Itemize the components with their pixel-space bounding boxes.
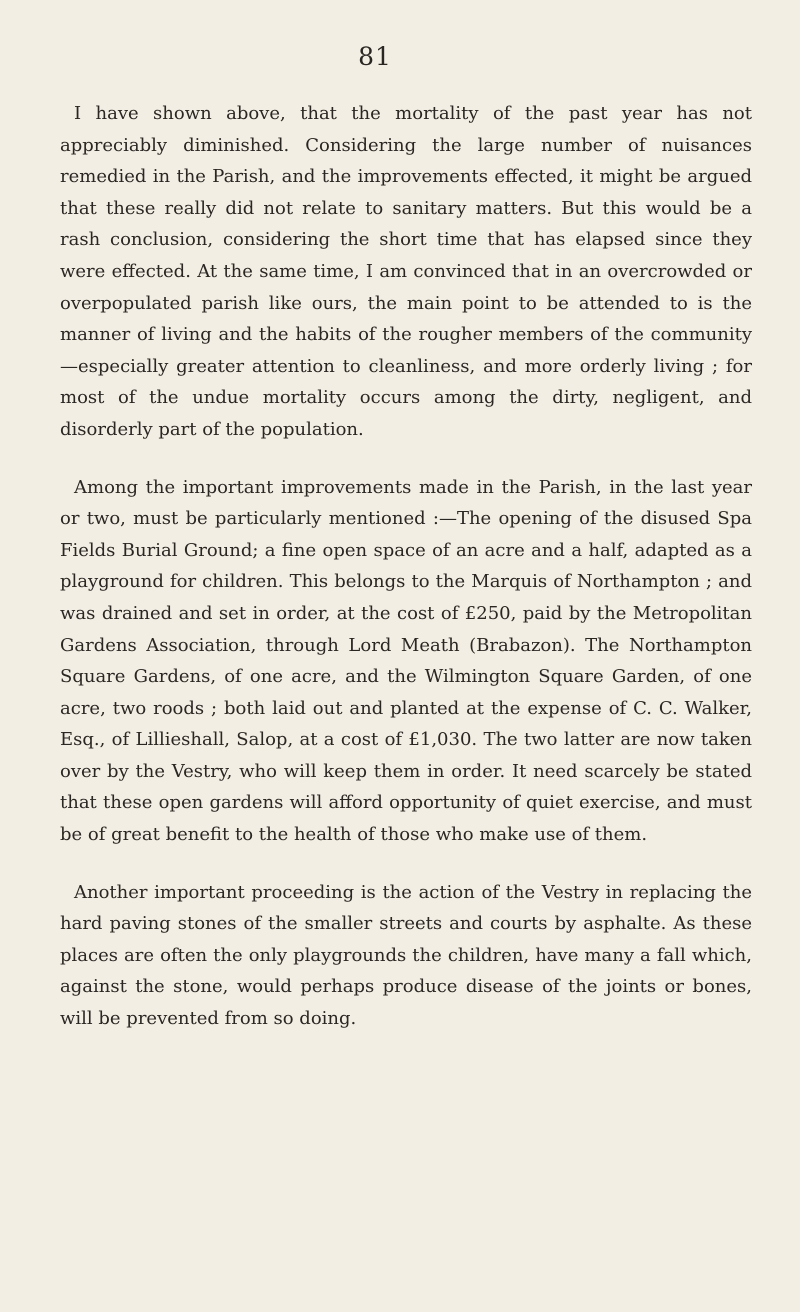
paragraph-asphalte: Another important proceeding is the action of the Vestry in replacing the hard paving stones of the smaller streets and courts by asphalte. As these places are often the only playgrounds the children, have many a fall which, against the stone, would perhaps produce disease of the joints or bones, will be prevented from so doing. <box>60 881 752 1030</box>
paragraph-improvements: Among the important improvements made in the Parish, in the last year or two, must be particularly mentioned :—The opening of the disused Spa Fields Burial Ground; a fine open space of an acre and a half, adapted as a playground for children. This belongs to the Marquis of Northampton ; and was drained and set in order, at the cost of £250, paid by the Metropolitan Gardens Association, through Lord Meath (Brabazon). The Northampton Square Gardens, of one acre, and the Wilmington Square Garden, of one acre, two roods ; both laid out and planted at the expense of C. C. Walker, Esq., of Lillieshall, Salop, at a cost of £1,030. The two latter are now taken over by the Vestry, who will keep them in order. It need scarcely be stated that these open gardens will afford opportunity of quiet exercise, and must be of great benefit to the health of those who make use of them. <box>60 476 752 846</box>
paragraph-mortality: I have shown above, that the mortality of the past year has not appreciably diminished. Considering the large number of nuisances remedied in the Parish, and the improvements effected, it might be argued that these really did not relate to sanitary matters. But this would be a rash conclusion, considering the short time that has elapsed since they were effected. At the same time, I am convinced that in an overcrowded or overpopulated parish like ours, the main point to be attended to is the manner of living and the habits of the rougher members of the community—especially greater attention to cleanliness, and more orderly living ; for most of the undue mortality occurs among the dirty, negligent, and disorderly part of the population. <box>60 103 752 440</box>
body-text <box>60 98 752 1035</box>
page-number: 81 <box>358 42 392 71</box>
